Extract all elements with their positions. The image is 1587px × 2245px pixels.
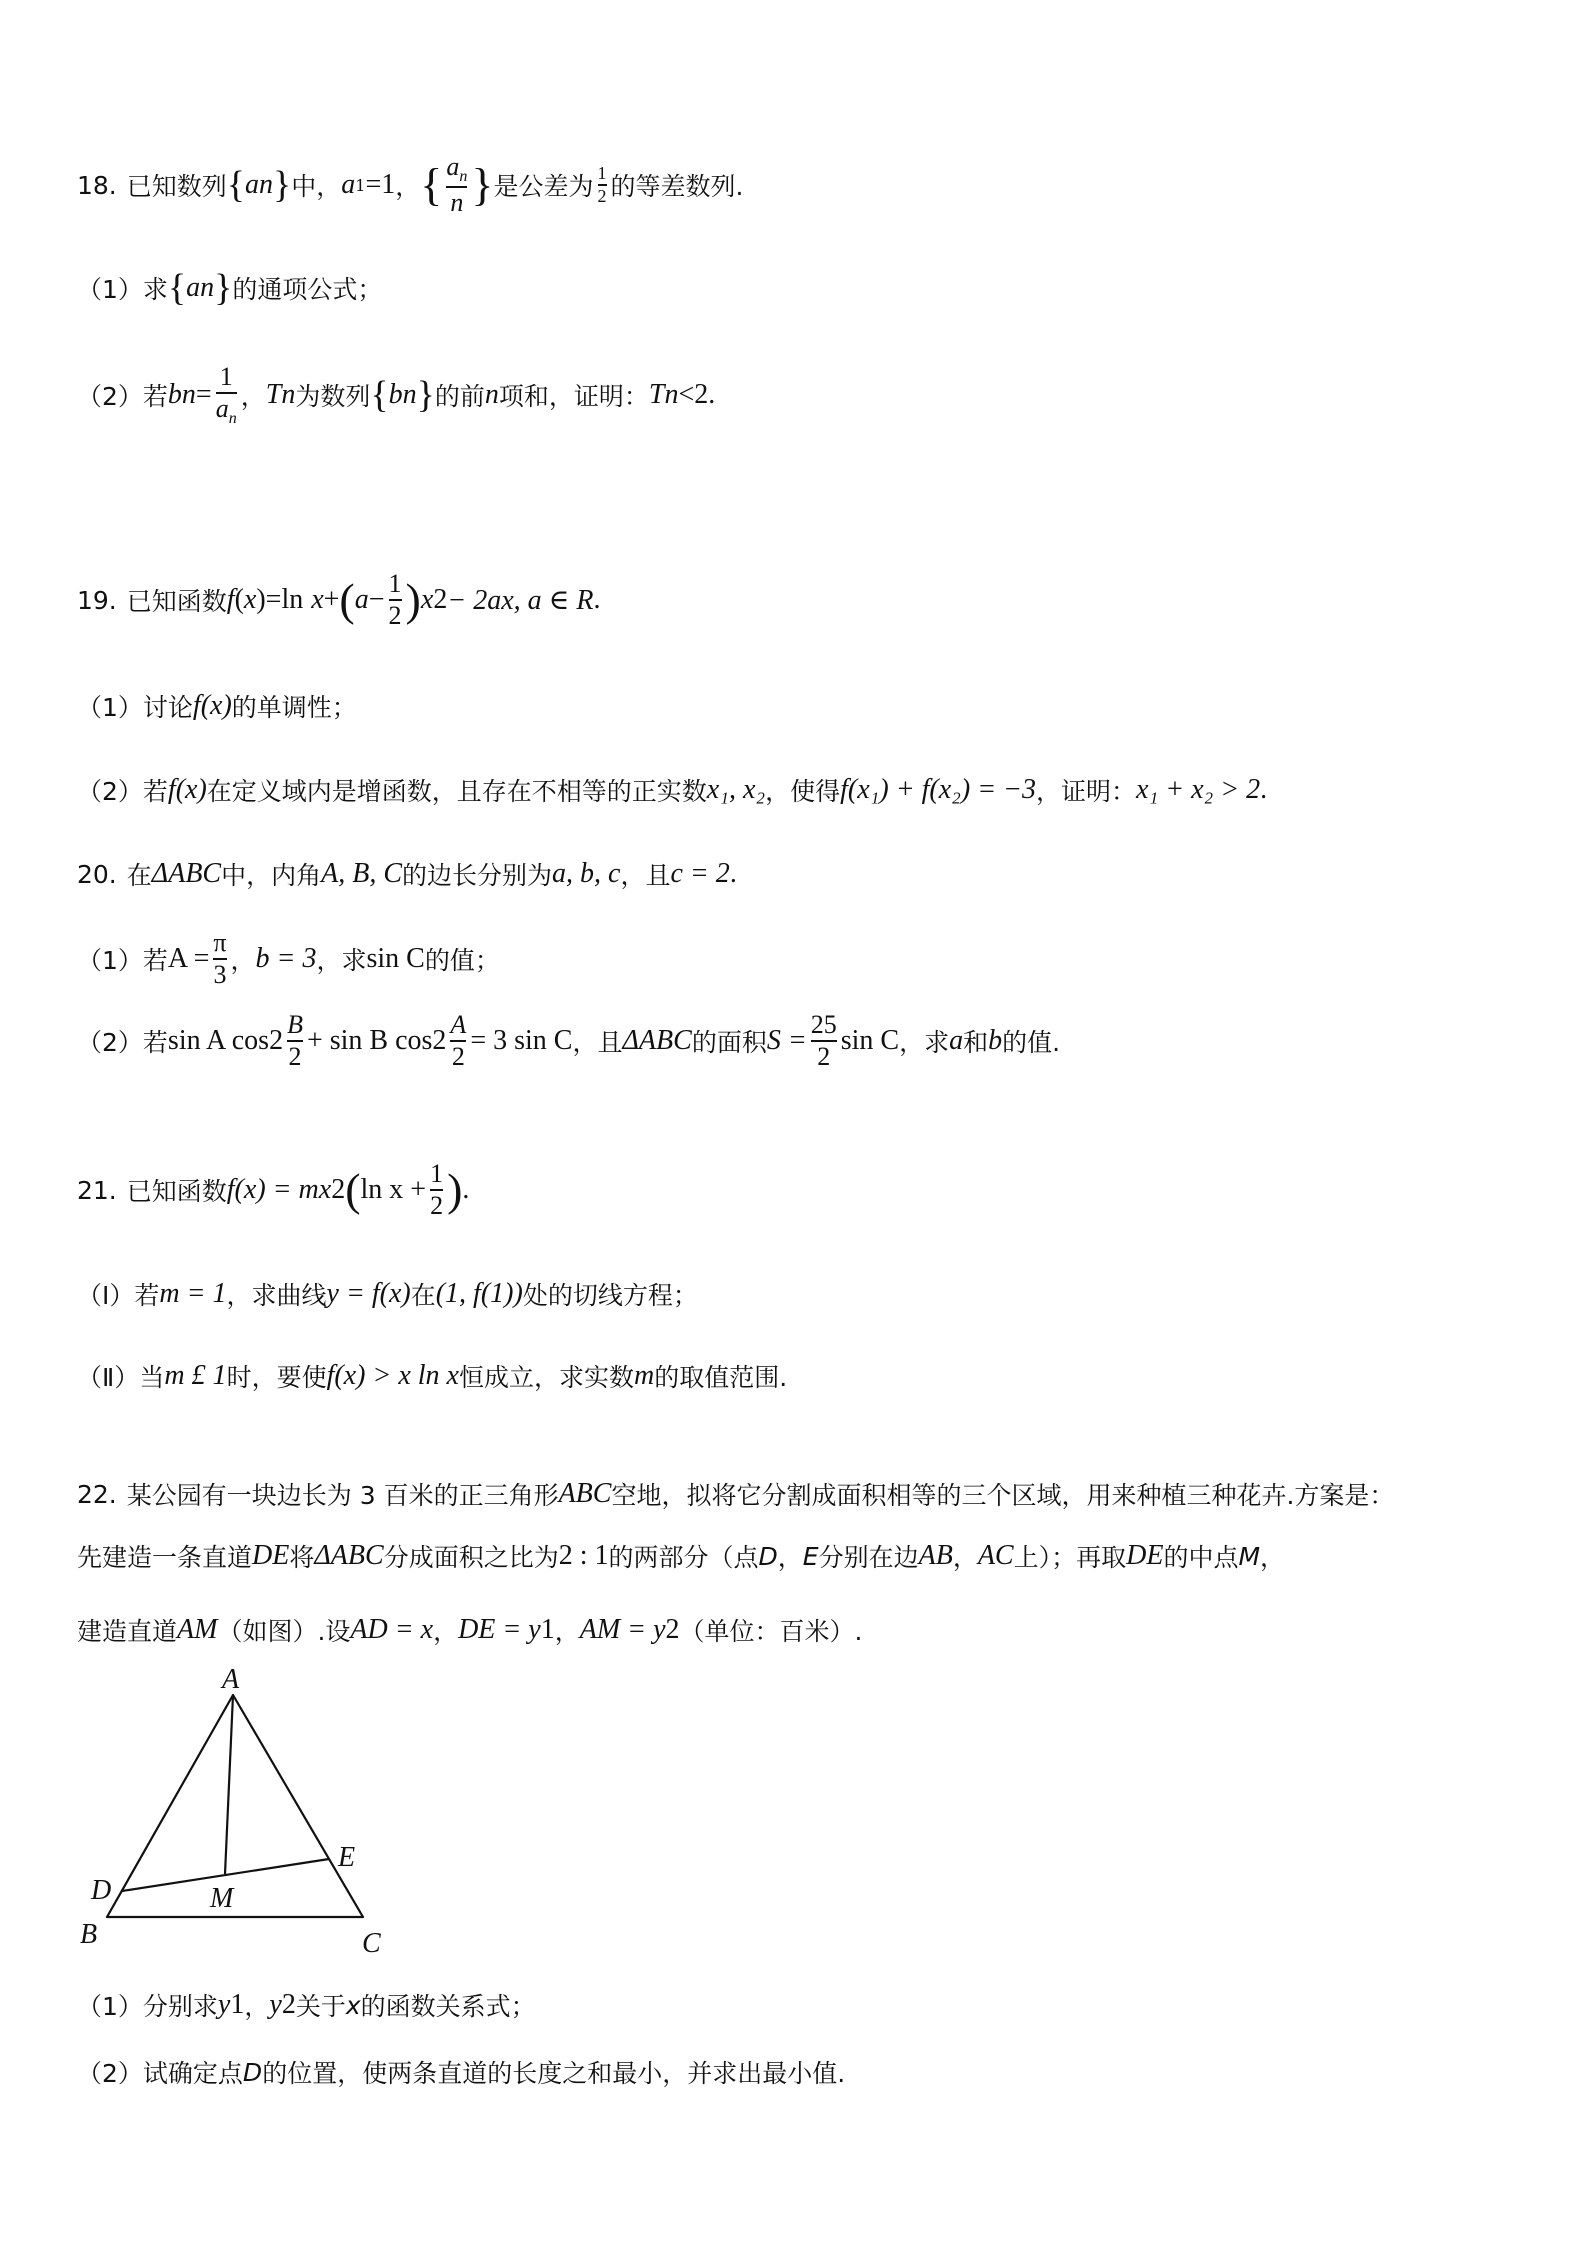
segment-am bbox=[225, 1695, 233, 1874]
q18-stem: 18. 已知数列 { a n } 中， a 1 =1 ， { $\frac{a_n}{n}$ } 是公差为 $\frac{1}{2}$ 的等差数列. bbox=[77, 151, 744, 218]
q22-part-1: （1） 分别求 y 1 ， y 2 关于 x 的函数关系式； bbox=[77, 1989, 536, 2021]
left-brace: { bbox=[370, 374, 389, 416]
label-m: M bbox=[210, 1883, 234, 1914]
fraction-half: $\frac{1}{2}$ bbox=[388, 569, 402, 630]
q19-part-2: （2） 若 f(x) 在定义域内是增函数，且存在不相等的正实数 x₁, x₂ ，使得 f(x₁) + f(x₂) = −3 ，证明： x₁ + x₂ > 2 . bbox=[77, 774, 1268, 806]
left-paren: ( bbox=[339, 574, 355, 625]
right-brace: } bbox=[416, 374, 435, 416]
fraction-25-over-2: $\frac{25}{2}$ bbox=[810, 1010, 837, 1071]
left-brace: { bbox=[226, 164, 246, 206]
q21-stem: 21. 已知函数 f(x) = mx 2 ( ln x + $\frac{1}{2}$ ) . bbox=[77, 1159, 470, 1220]
label-d: D bbox=[91, 1875, 112, 1906]
fraction-half: $\frac{1}{2}$ bbox=[597, 163, 607, 206]
right-brace: } bbox=[214, 267, 233, 309]
question-number: 22. bbox=[77, 1479, 117, 1509]
left-brace: { bbox=[167, 267, 187, 309]
left-brace: { bbox=[420, 159, 443, 210]
triangle-diagram bbox=[70, 1668, 390, 1958]
left-paren: ( bbox=[345, 1164, 361, 1215]
q19-part-1: （1） 讨论 f(x) 的单调性； bbox=[77, 690, 357, 722]
q22-stem-line-1: 22. 某公园有一块边长为 3 百米的正三角形 ABC 空地，拟将它分割成面积相等的三个区域，用来种植三种花卉.方案是： bbox=[77, 1478, 1395, 1510]
q22-stem-line-3: 建造直道 AM （如图）.设 AD = x ， DE = y 1 ， AM = y 2 （单位：百米）. bbox=[77, 1614, 863, 1646]
label-a: A bbox=[222, 1668, 240, 1695]
q18-part-2: （2） 若 b n = $\frac{1}{a_n}$ ， T n 为数列 { b n } 的前 n 项和，证明： T n <2 . bbox=[77, 361, 716, 427]
triangle-abc bbox=[107, 1695, 363, 1917]
q20-part-1: （1） 若 A = $\frac{\pi}{3}$ ， b = 3 ，求 sin C 的值； bbox=[77, 928, 500, 989]
q22-stem-line-2: 先建造一条直道 DE 将 ΔABC 分成面积之比为 2 : 1 的两部分（点 D ， E 分别在边 AB ， AC 上）；再取 DE 的中点 M ， bbox=[77, 1540, 1286, 1572]
fraction-B-over-2: $\frac{B}{2}$ bbox=[287, 1010, 303, 1071]
fraction-half: $\frac{1}{2}$ bbox=[430, 1159, 444, 1220]
right-brace: } bbox=[471, 159, 494, 210]
q22-part-2: （2） 试确定点 D 的位置，使两条直道的长度之和最小，并求出最小值. bbox=[77, 2057, 846, 2088]
label-c: C bbox=[362, 1928, 381, 1958]
fraction-A-over-2: $\frac{A}{2}$ bbox=[450, 1010, 467, 1071]
right-brace: } bbox=[273, 164, 292, 206]
question-number: 20. bbox=[77, 859, 117, 889]
label-b: B bbox=[80, 1919, 98, 1950]
fraction-an-over-n: $\frac{a_n}{n}$ bbox=[446, 151, 468, 218]
fraction-1-over-an: $\frac{1}{a_n}$ bbox=[215, 361, 237, 427]
q18-part-1: （1） 求 { a n } 的通项公式； bbox=[77, 267, 383, 309]
question-number: 21. bbox=[77, 1175, 117, 1205]
q20-stem: 20. 在 ΔABC 中，内角 A, B, C 的边长分别为 a, b, c ，且 c = 2 . bbox=[77, 858, 737, 890]
right-paren: ) bbox=[447, 1164, 463, 1215]
q21-part-1: （Ⅰ） 若 m = 1 ，求曲线 y = f(x) 在 (1, f(1)) 处的切线方程； bbox=[77, 1278, 698, 1310]
question-number: 18. bbox=[77, 170, 117, 200]
q20-part-2: （2） 若 sin A cos 2 $\frac{B}{2}$ + sin B cos 2 $\frac{A}{2}$ = 3 sin C ，且 ΔABC 的面积 S = $\frac{25}{2}$ sin C ，求 a 和 b 的值. bbox=[77, 1010, 1061, 1071]
q21-part-2: （Ⅱ） 当 m £ 1 时，要使 f(x) > x ln x 恒成立，求实数 m 的取值范围. bbox=[77, 1360, 788, 1392]
right-paren: ) bbox=[405, 574, 421, 625]
fraction-pi-over-3: $\frac{\pi}{3}$ bbox=[213, 928, 227, 989]
q19-stem: 19. 已知函数 f ( x ) = ln x + ( a − $\frac{1}{2}$ ) x 2 − 2ax, a ∈ R . bbox=[77, 569, 601, 630]
question-number: 19. bbox=[77, 585, 117, 615]
label-e: E bbox=[338, 1842, 356, 1873]
